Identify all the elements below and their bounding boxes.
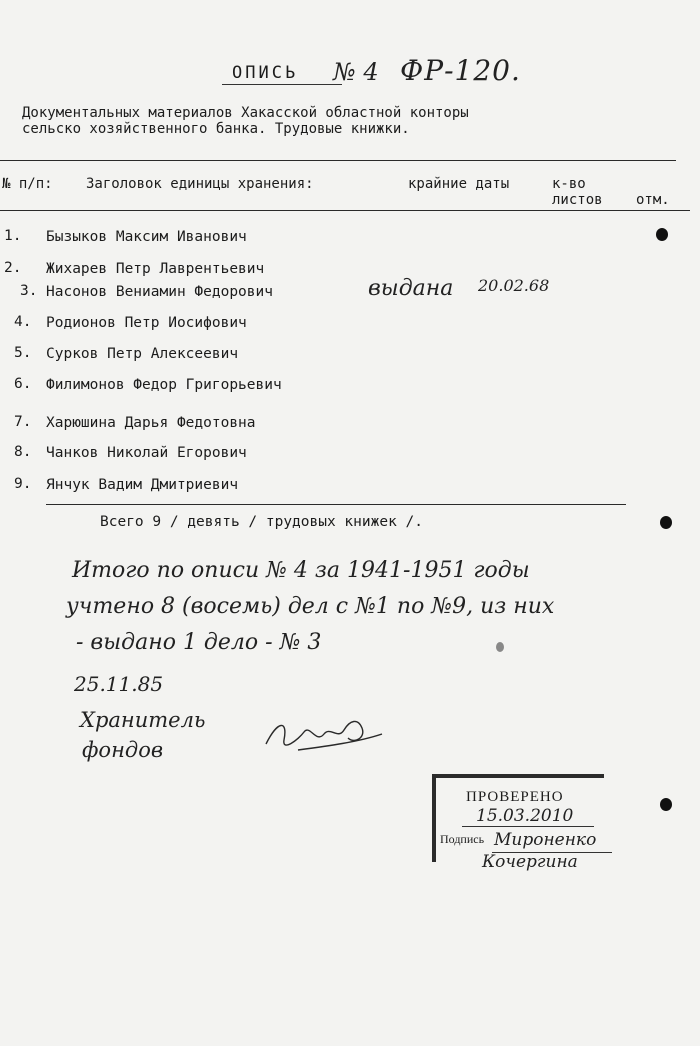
stamp-title: ПРОВЕРЕНО: [466, 789, 564, 805]
item-name: Харюшина Дарья Федотовна: [46, 415, 256, 431]
custodian-signature: [258, 710, 388, 760]
item-name: Бызыков Максим Иванович: [46, 229, 247, 245]
item-number: 4.: [14, 314, 32, 330]
item-number: 3.: [20, 283, 38, 299]
binding-hole: [656, 228, 668, 241]
item3-issued-date: 20.02.68: [478, 276, 550, 295]
item-number: 5.: [14, 345, 32, 361]
summary-line-2: учтено 8 (восемь) дел с №1 по №9, из них: [66, 594, 555, 619]
position-line-2: фондов: [82, 738, 164, 762]
header-rule-top: [0, 160, 676, 161]
column-title-header: Заголовок единицы хранения:: [86, 176, 314, 192]
column-count-header: к-во: [552, 176, 586, 192]
position-line-1: Хранитель: [80, 708, 206, 732]
title-underline: [222, 84, 342, 85]
description-line-1: Документальных материалов Хакасской областной конторы: [22, 105, 469, 121]
column-dates-header: крайние даты: [408, 176, 510, 192]
stamp-date: 15.03.2010: [476, 806, 574, 826]
item-number: 9.: [14, 476, 32, 492]
item-name: Филимонов Федор Григорьевич: [46, 377, 282, 393]
item-name: Жихарев Петр Лаврентьевич: [46, 261, 265, 277]
column-number-header: № п/п:: [2, 176, 53, 192]
column-count-header-2: листов: [552, 192, 603, 208]
item-number: 1.: [4, 228, 22, 244]
item-name: Чанков Николай Егорович: [46, 445, 247, 461]
binding-hole: [660, 798, 672, 811]
item-name: Родионов Петр Иосифович: [46, 315, 247, 331]
column-note-header: отм.: [636, 192, 670, 208]
summary-date: 25.11.85: [74, 672, 164, 696]
item-number: 7.: [14, 414, 32, 430]
item-number: 8.: [14, 444, 32, 460]
item3-issued-note: выдана: [368, 276, 454, 301]
summary-line-1: Итого по описи № 4 за 1941-1951 годы: [72, 558, 530, 583]
stamp-signature-1: Мироненко: [494, 830, 597, 850]
header-rule-bottom: [0, 210, 690, 211]
document-title: ОПИСЬ: [232, 63, 299, 83]
description-line-2: сельско хозяйственного банка. Трудовые книжки.: [22, 121, 410, 137]
stamp-date-line: [462, 826, 594, 827]
total-line: Всего 9 / девять / трудовых книжек /.: [100, 514, 424, 530]
item-name: Сурков Петр Алексеевич: [46, 346, 239, 362]
item-name: Янчук Вадим Дмитриевич: [46, 477, 239, 493]
item-number: 6.: [14, 376, 32, 392]
binding-hole: [660, 516, 672, 529]
summary-line-3: - выдано 1 дело - № 3: [76, 630, 322, 655]
fund-number: ФР-120.: [400, 54, 521, 87]
inventory-number: № 4: [333, 58, 379, 86]
stamp-signature-2: Кочергина: [482, 852, 578, 872]
paper-spot: [496, 642, 504, 652]
stamp-signature-label: Подпись: [440, 832, 485, 846]
items-bottom-rule: [46, 504, 626, 505]
item-number: 2.: [4, 260, 22, 276]
item-name: Насонов Вениамин Федорович: [46, 284, 273, 300]
